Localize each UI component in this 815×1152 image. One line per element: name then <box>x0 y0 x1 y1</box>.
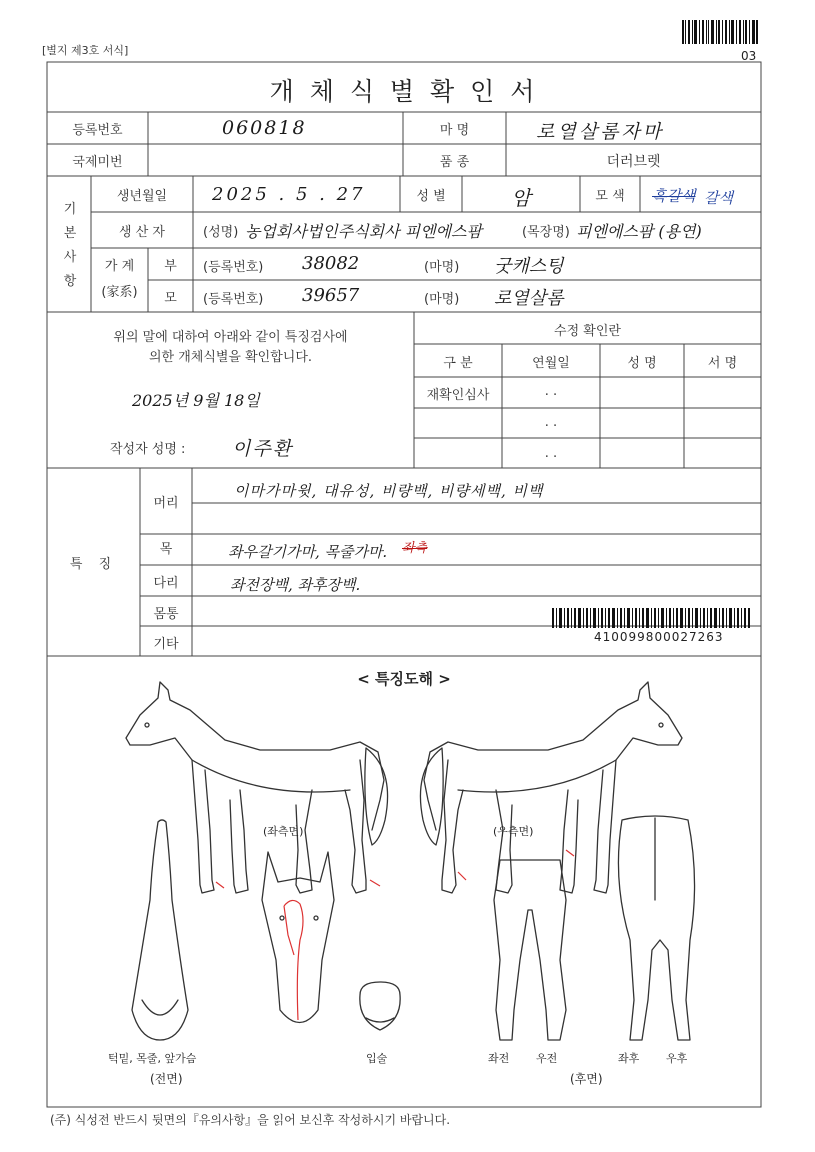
neck-struck-value: 좌측 <box>402 541 428 556</box>
writer-signature: 이주환 <box>232 438 294 460</box>
sire-reg-value: 38082 <box>302 253 360 274</box>
reg-no-label: 등록번호 <box>72 123 123 138</box>
legs-label: 다리 <box>153 576 179 591</box>
front-legs-outline <box>494 860 566 1040</box>
front-chest-outline <box>132 820 188 1040</box>
form-number-label: [별지 제3호 서식] <box>42 44 129 57</box>
basic-info-section-label: 기본사항 <box>63 202 77 289</box>
sire-name-prefix: (마명) <box>424 260 460 275</box>
horse-name-value: 로열살롬자마 <box>536 121 665 143</box>
statement-line-1: 위의 말에 대하여 아래와 같이 특징검사에 <box>113 330 348 345</box>
left-side-label: (좌측면) <box>263 825 304 838</box>
producer-name-prefix: (성명) <box>203 225 239 240</box>
rev-header-date: 연월일 <box>532 356 570 371</box>
dam-name-prefix: (마명) <box>424 292 460 307</box>
pedigree-label: 가 계 <box>104 259 135 274</box>
barcode-number: 410099800027263 <box>594 630 724 644</box>
intl-no-label: 국제미번 <box>72 155 123 170</box>
pedigree-label-hanja: (家系) <box>101 285 138 300</box>
legs-value: 좌전장백, 좌후장백. <box>230 576 361 594</box>
sire-label: 부 <box>164 259 177 274</box>
rev-header-kind: 구 분 <box>443 356 473 371</box>
rev-row-date: . . <box>544 415 558 430</box>
front-left-label: 좌전 <box>488 1052 510 1065</box>
body-label: 몸통 <box>153 607 179 622</box>
horse-name-label: 마 명 <box>439 123 470 138</box>
hind-left-label: 좌후 <box>618 1052 640 1065</box>
rev-header-sign: 서 명 <box>707 356 738 371</box>
hind-right-label: 우후 <box>666 1052 688 1065</box>
revision-title: 수정 확인란 <box>554 324 621 339</box>
rear-view-label: (후면) <box>570 1072 603 1086</box>
dam-label: 모 <box>164 291 177 306</box>
right-side-horse-outline <box>420 682 682 893</box>
left-side-horse-outline <box>126 682 388 893</box>
birth-value: 2025 . 5 . 27 <box>212 184 366 205</box>
muzzle-outline <box>360 982 400 1030</box>
rear-view-outline <box>618 816 694 1040</box>
farm-prefix: (목장명) <box>522 225 570 240</box>
breed-label: 품 종 <box>439 155 470 170</box>
sire-reg-prefix: (등록번호) <box>203 260 264 275</box>
features-section-label: 특 징 <box>69 557 118 572</box>
statement-line-2: 의한 개체식별을 확인합니다. <box>148 350 313 365</box>
footer-note: (주) 식성전 반드시 뒷면의『유의사항』을 읽어 보신후 작성하시기 바랍니다. <box>50 1113 451 1127</box>
dam-name-value: 로열살롬 <box>494 288 564 309</box>
color-value: 갈색 <box>704 189 733 207</box>
diagram-title: < 특징도해 > <box>357 670 451 688</box>
head-value: 이마가마윗, 대유성, 비량백, 비량세백, 비백 <box>234 482 544 500</box>
producer-name-value: 농업회사법인주식회사 피엔에스팜 <box>245 222 482 241</box>
muzzle-label: 입술 <box>366 1052 388 1065</box>
sex-value: 암 <box>511 186 531 210</box>
neck-label: 목 <box>159 542 173 557</box>
writer-label: 작성자 성명 : <box>110 442 186 457</box>
document-title: 개 체 식 별 확 인 서 <box>269 77 539 106</box>
front-right-label: 우전 <box>536 1052 558 1065</box>
farm-value: 피엔에스팜 (용연) <box>576 222 702 241</box>
right-side-label: (우측면) <box>493 825 534 838</box>
chest-label: 턱밑, 목줄, 앞가슴 <box>108 1052 197 1065</box>
sex-label: 성 별 <box>416 189 446 204</box>
color-struck-value: 흑갈색 <box>652 187 696 205</box>
rev-row-date: . . <box>544 384 558 399</box>
rev-row-kind: 재확인심사 <box>426 388 490 403</box>
neck-value: 좌우갈기가마, 목줄가마. <box>228 543 388 561</box>
front-view-label: (전면) <box>150 1072 183 1086</box>
producer-label: 생 산 자 <box>119 225 165 240</box>
page-number: 03 <box>741 49 757 63</box>
head-front-outline <box>262 852 334 1023</box>
breed-value: 더러브렛 <box>606 154 661 170</box>
birth-label: 생년월일 <box>116 189 168 204</box>
dam-reg-prefix: (등록번호) <box>203 292 264 307</box>
color-label: 모 색 <box>595 189 625 204</box>
sire-name-value: 굿캐스팅 <box>494 256 564 277</box>
other-label: 기타 <box>153 637 179 652</box>
dam-reg-value: 39657 <box>302 285 360 306</box>
head-label: 머리 <box>153 496 179 511</box>
rev-row-date: . . <box>544 446 558 461</box>
confirmation-date: 2025년 9월 18일 <box>132 391 260 410</box>
reg-no-value: 060818 <box>222 117 307 139</box>
rev-header-name: 성 명 <box>627 356 657 371</box>
